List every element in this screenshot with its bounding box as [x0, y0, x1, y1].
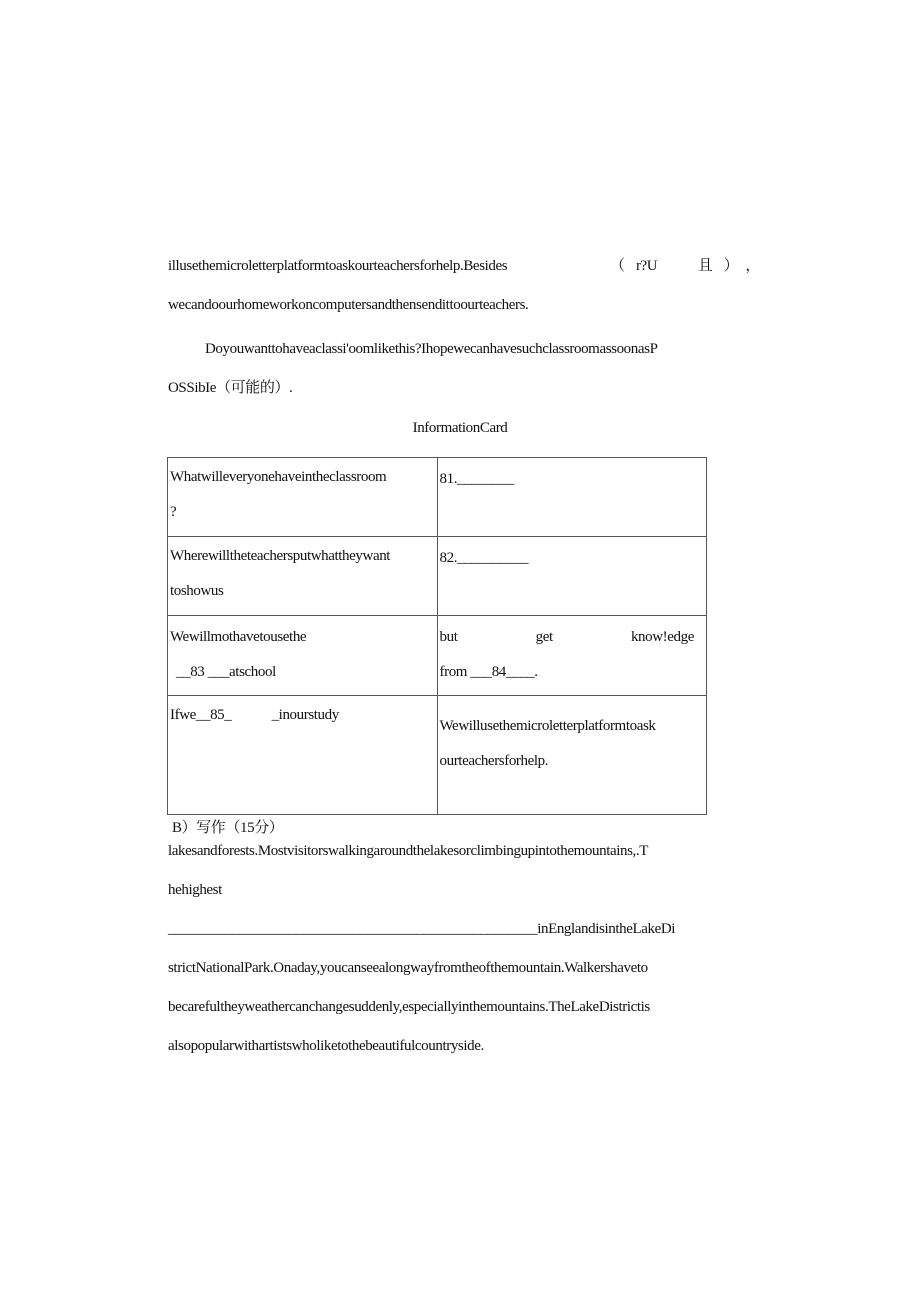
table-row — [168, 458, 707, 537]
writing-line: becarefultheyweathercanchangesuddenly,especiallyinthemountains.TheLakeDistrictis — [168, 999, 650, 1015]
card-title: InformationCard — [412, 420, 508, 436]
table-row — [168, 537, 707, 616]
passage-line: wecandoourhomeworkoncomputersandthensendittoourteachers. — [168, 297, 529, 313]
writing-line: ____________________________________________________inEnglandisintheLakeDi — [168, 921, 676, 937]
table-row — [168, 696, 707, 815]
table-row — [168, 616, 707, 696]
answer-cell: but get know!edge from ___84____. — [437, 616, 707, 696]
passage-line: illusethemicroletterplatformtoaskourteachersforhelp.Besides — [168, 258, 508, 274]
writing-heading: B）写作（15分） — [172, 820, 284, 836]
writing-line: lakesandforests.Mostvisitorswalkingaroundthelakesorclimbingupintothemountains,.T — [168, 843, 648, 859]
writing-line: hehighest — [168, 882, 222, 898]
question-cell: Wewillmothavetousethe __83 ___atschool — [168, 616, 438, 696]
information-card-table — [167, 457, 707, 815]
writing-line: alsopopularwithartistswholiketothebeautifulcountryside. — [168, 1038, 484, 1054]
question-cell: Wherewilltheteachersputwhattheywant toshowus — [168, 537, 438, 616]
question-cell: Ifwe__85_ _inourstudy — [168, 696, 438, 815]
passage-line: Doyouwanttohaveaclassi'oomlikethis?IhopewecanhavesuchclassroomassoonasP — [205, 341, 658, 357]
question-cell: Whatwilleveryonehaveintheclassroom ? — [168, 458, 438, 537]
passage-line-tail: （ r?U 且 ） ， — [610, 258, 761, 274]
answer-cell: Wewillusethemicroletterplatformtoask ourteachersforhelp. — [437, 696, 707, 815]
writing-line: strictNationalPark.Onaday,youcanseealongwayfromtheofthemountain.Walkershaveto — [168, 960, 648, 976]
passage-line: OSSibIe（可能的）. — [168, 380, 293, 396]
answer-cell: 81.________ — [437, 458, 707, 537]
answer-cell: 82.__________ — [437, 537, 707, 616]
